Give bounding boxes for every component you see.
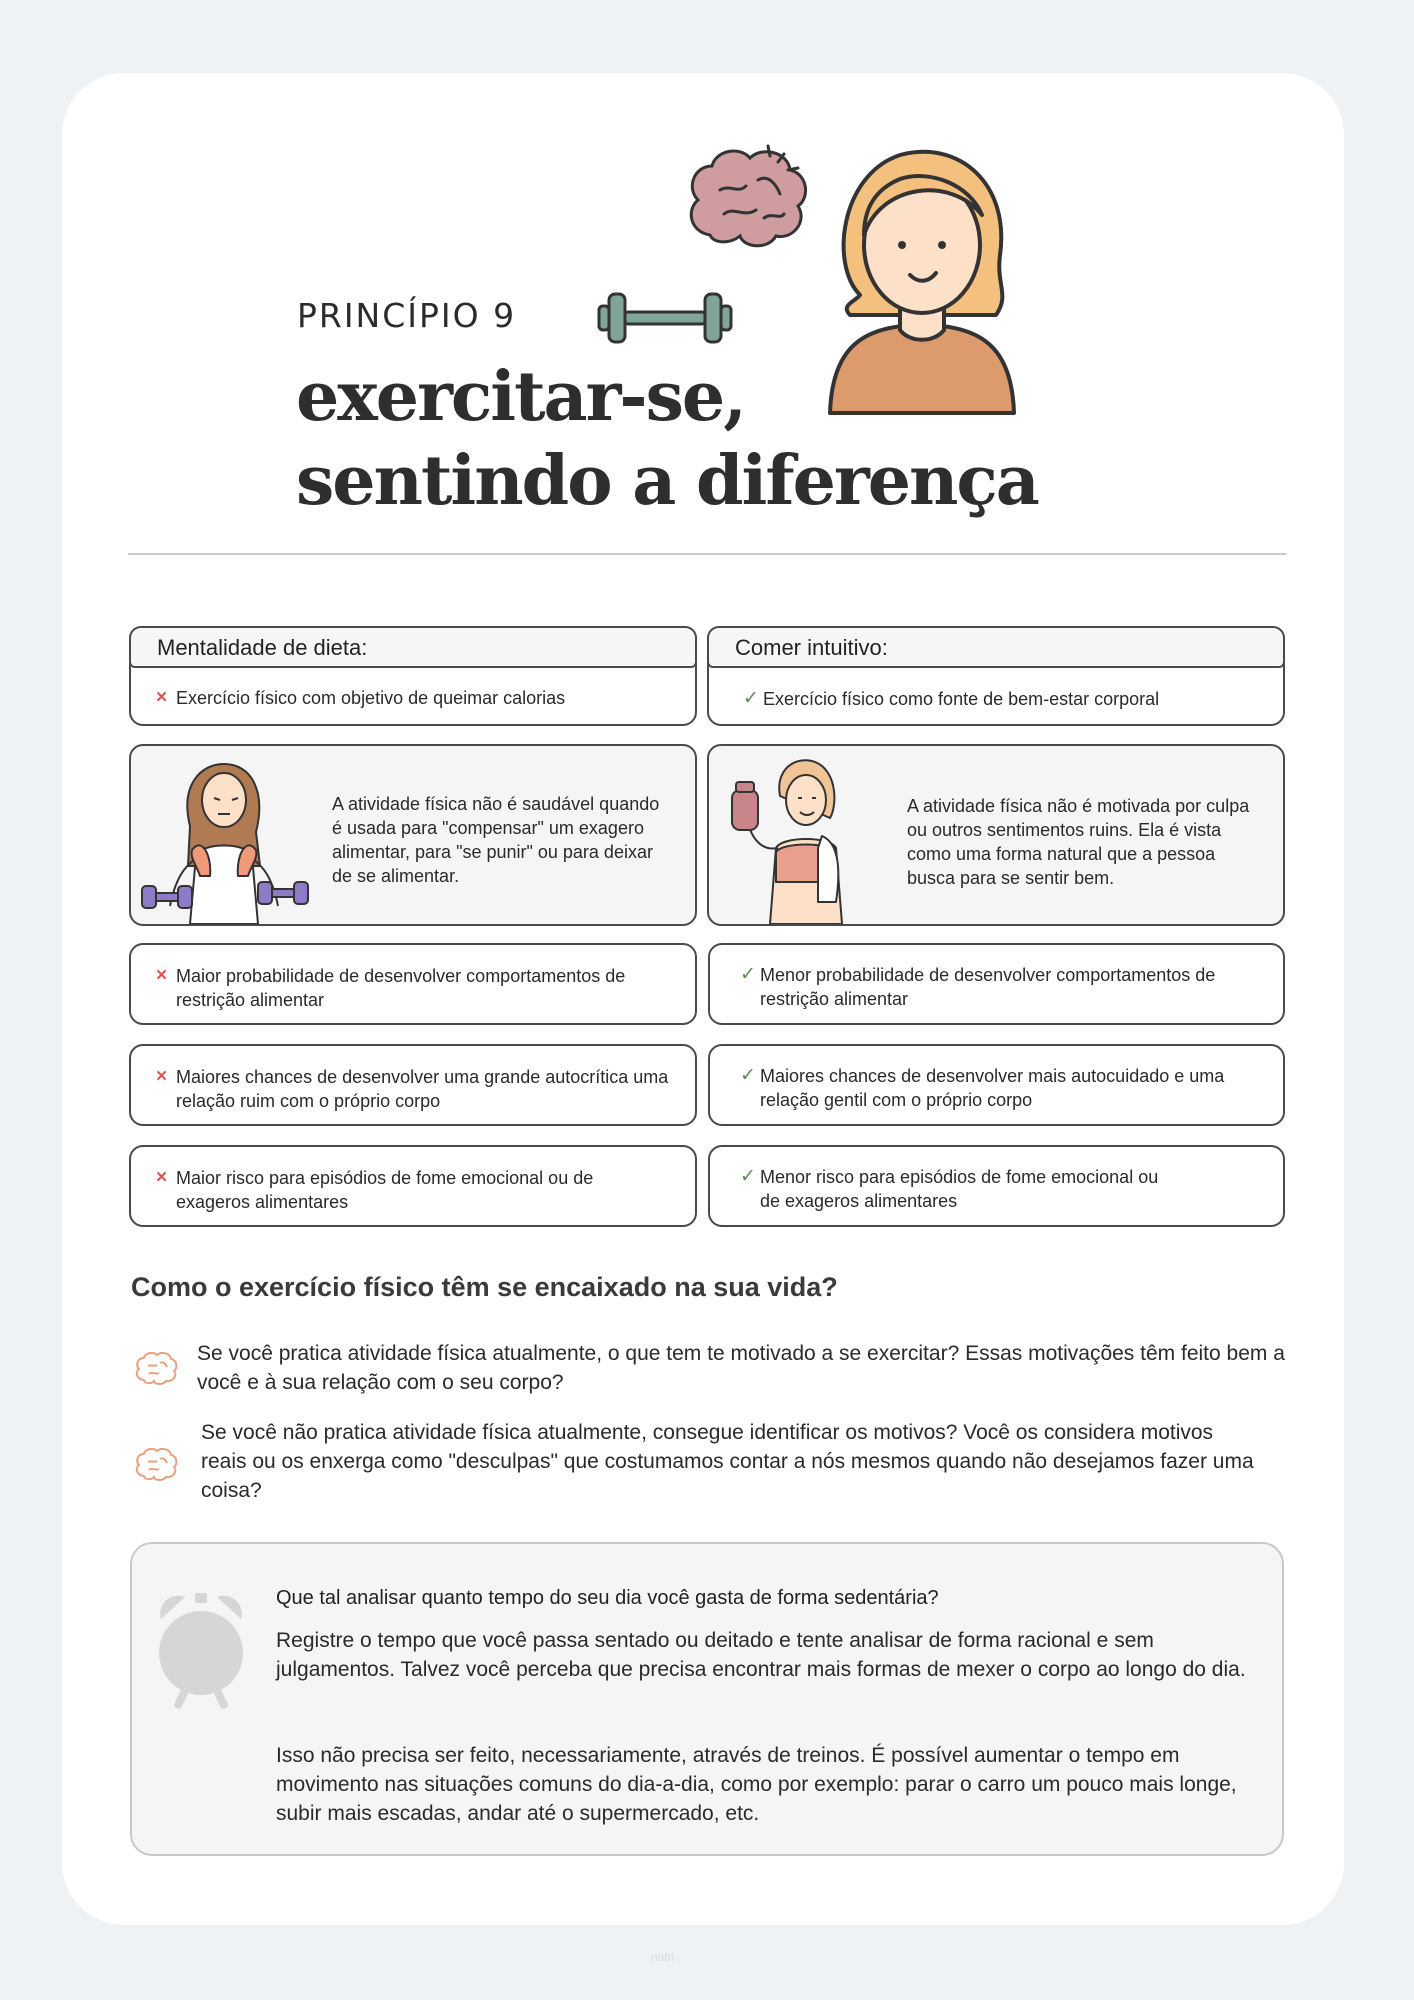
tip-paragraph-2: Isso não precisa ser feito, necessariamente, através de treinos. É possível aumentar o tempo em movimento nas situações comuns do dia-a-dia, como por exemplo: parar o carro um pouco mais longe, subir mais escadas, andar até o supermercado, etc.: [276, 1744, 1237, 1825]
intuitive-illustration-text: A atividade física não é motivada por culpa ou outros sentimentos ruins. Ela é vista como uma forma natural que a pessoa busca para se sentir bem.: [907, 796, 1250, 888]
check-icon: ✓: [740, 1166, 756, 1187]
footer-logo: nutri: [651, 1950, 675, 1964]
woman-with-dumbbells-illustration: [140, 756, 310, 924]
brain-icon: [134, 1350, 180, 1386]
brain-icon: [134, 1446, 180, 1482]
cross-icon: ×: [156, 1066, 168, 1087]
diet-heading: Mentalidade de dieta:: [129, 626, 697, 668]
intuitive-item-2: ✓ Maiores chances de desenvolver mais autocuidado e uma relação gentil com o próprio corpo: [740, 1065, 1225, 1110]
intuitive-item-1: ✓ Menor probabilidade de desenvolver comportamentos de restrição alimentar: [740, 964, 1216, 1009]
title-line-1: exercitar-se,: [296, 357, 745, 437]
diet-item-2: × Maiores chances de desenvolver uma grande autocrítica uma relação ruim com o próprio corpo: [156, 1066, 669, 1111]
tip-paragraph-1: Registre o tempo que você passa sentado ou deitado e tente analisar de forma racional e sem julgamentos. Talvez você perceba que precisa encontrar mais formas de mexer o corpo ao longo do dia.: [276, 1629, 1246, 1681]
question-item-2: Se você não pratica atividade física atualmente, consegue identificar os motivos? Você os considera motivos reais ou os enxerga como "desculpas" que costumamos contar a nós mesmos quando não desejamos fazer uma coisa?: [201, 1421, 1254, 1502]
alarm-clock-icon: [155, 1585, 247, 1711]
check-icon: ✓: [740, 964, 756, 985]
principle-label: PRINCÍPIO 9: [297, 296, 517, 335]
intuitive-item-3: ✓ Menor risco para episódios de fome emocional ou de exageros alimentares: [740, 1166, 1159, 1211]
woman-with-towel-illustration: [718, 752, 888, 924]
header-divider: [128, 553, 1286, 555]
cross-icon: ×: [156, 1167, 168, 1188]
diet-first-item: × Exercício físico com objetivo de queimar calorias: [156, 687, 566, 708]
cross-icon: ×: [156, 965, 168, 986]
diet-illustration-text: A atividade física não é saudável quando é usada para "compensar" um exagero alimentar, para "se punir" ou para deixar de se alimentar.: [332, 794, 660, 886]
question-item-1: Se você pratica atividade física atualmente, o que tem te motivado a se exercitar? Essas motivações têm feito bem a você e à sua relação com o seu corpo?: [197, 1342, 1285, 1394]
page-title: [296, 355, 1196, 523]
cross-icon: ×: [156, 687, 168, 708]
diet-item-1: × Maior probabilidade de desenvolver comportamentos de restrição alimentar: [156, 965, 626, 1010]
check-icon: ✓: [743, 688, 759, 709]
brain-icon: [680, 140, 820, 255]
title-line-2: sentindo a diferença: [296, 441, 1038, 521]
intuitive-heading: Comer intuitivo:: [707, 626, 1285, 668]
dumbbell-icon: [595, 288, 735, 348]
questions-title: Como o exercício físico têm se encaixado na sua vida?: [131, 1272, 838, 1302]
tip-title: Que tal analisar quanto tempo do seu dia você gasta de forma sedentária?: [276, 1587, 939, 1609]
check-icon: ✓: [740, 1065, 756, 1086]
intuitive-first-item: ✓ Exercício físico como fonte de bem-estar corporal: [743, 688, 1160, 709]
diet-item-3: × Maior risco para episódios de fome emocional ou de exageros alimentares: [156, 1167, 594, 1212]
